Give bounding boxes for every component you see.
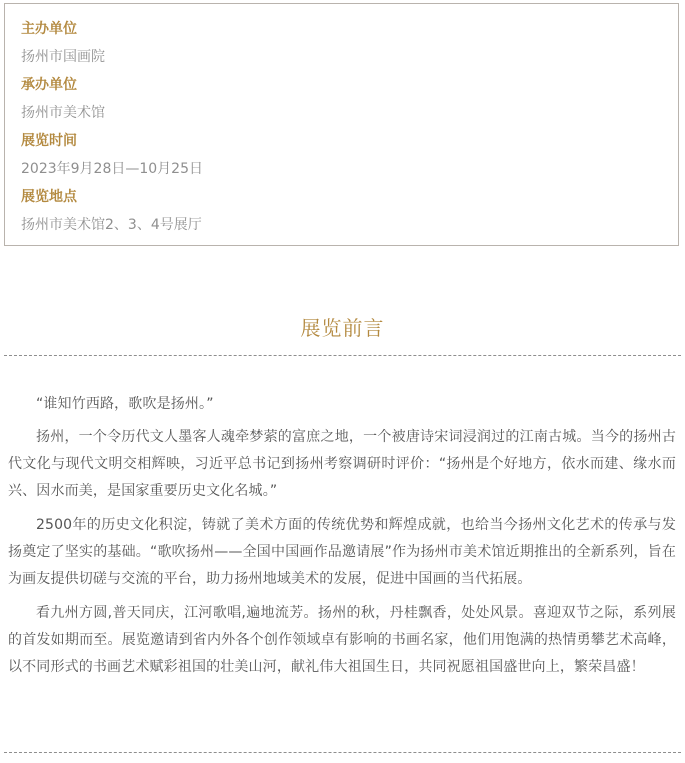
time-label: 展览时间 [21,133,77,149]
section-divider-bottom [4,752,681,753]
exhibition-info-box [4,3,679,246]
section-title: 展览前言 [300,316,385,340]
organizer-label: 主办单位 [21,21,77,37]
preface-paragraph: 2500年的历史文化积淀，铸就了美术方面的传统优势和辉煌成就，也给当今扬州文化艺术的传承与发扬奠定了坚实的基础。“歌吹扬州——全国中国画作品邀请展”作为扬州市美术馆近期推出的全新系列，旨在为画友提供切磋与交流的平台，助力扬州地域美术的发展，促进中国画的当代拓展。 [8,517,676,587]
time-value: 2023年9月28日—10月25日 [21,161,203,177]
preface-paragraph: 扬州，一个令历代文人墨客人魂牵梦萦的富庶之地，一个被唐诗宋词浸润过的江南古城。当今的扬州古代文化与现代文明交相辉映，习近平总书记到扬州考察调研时评价：“扬州是个好地方，依水而建、缘水而兴、因水而美，是国家重要历史文化名城。” [8,429,676,499]
time-row [21,127,678,183]
co-organizer-label: 承办单位 [21,77,77,93]
co-organizer-value: 扬州市美术馆 [21,105,105,121]
section-divider-top [4,355,681,356]
preface-body [8,391,676,688]
venue-row [21,183,678,239]
organizer-value: 扬州市国画院 [21,49,105,65]
preface-paragraph: 看九州方圆,普天同庆，江河歌唱,遍地流芳。扬州的秋，丹桂飘香，处处风景。喜迎双节之际，系列展的首发如期而至。展览邀请到省内外各个创作领域卓有影响的书画名家，他们用饱满的热情勇攀艺术高峰，以不同形式的书画艺术赋彩祖国的壮美山河，献礼伟大祖国生日，共同祝愿祖国盛世向上，繁荣昌盛！ [8,605,676,675]
preface-paragraph: “谁知竹西路，歌吹是扬州。” [36,396,214,412]
co-organizer-row [21,71,678,127]
venue-value: 扬州市美术馆2、3、4号展厅 [21,217,202,233]
venue-label: 展览地点 [21,189,77,205]
organizer-row [21,15,678,71]
